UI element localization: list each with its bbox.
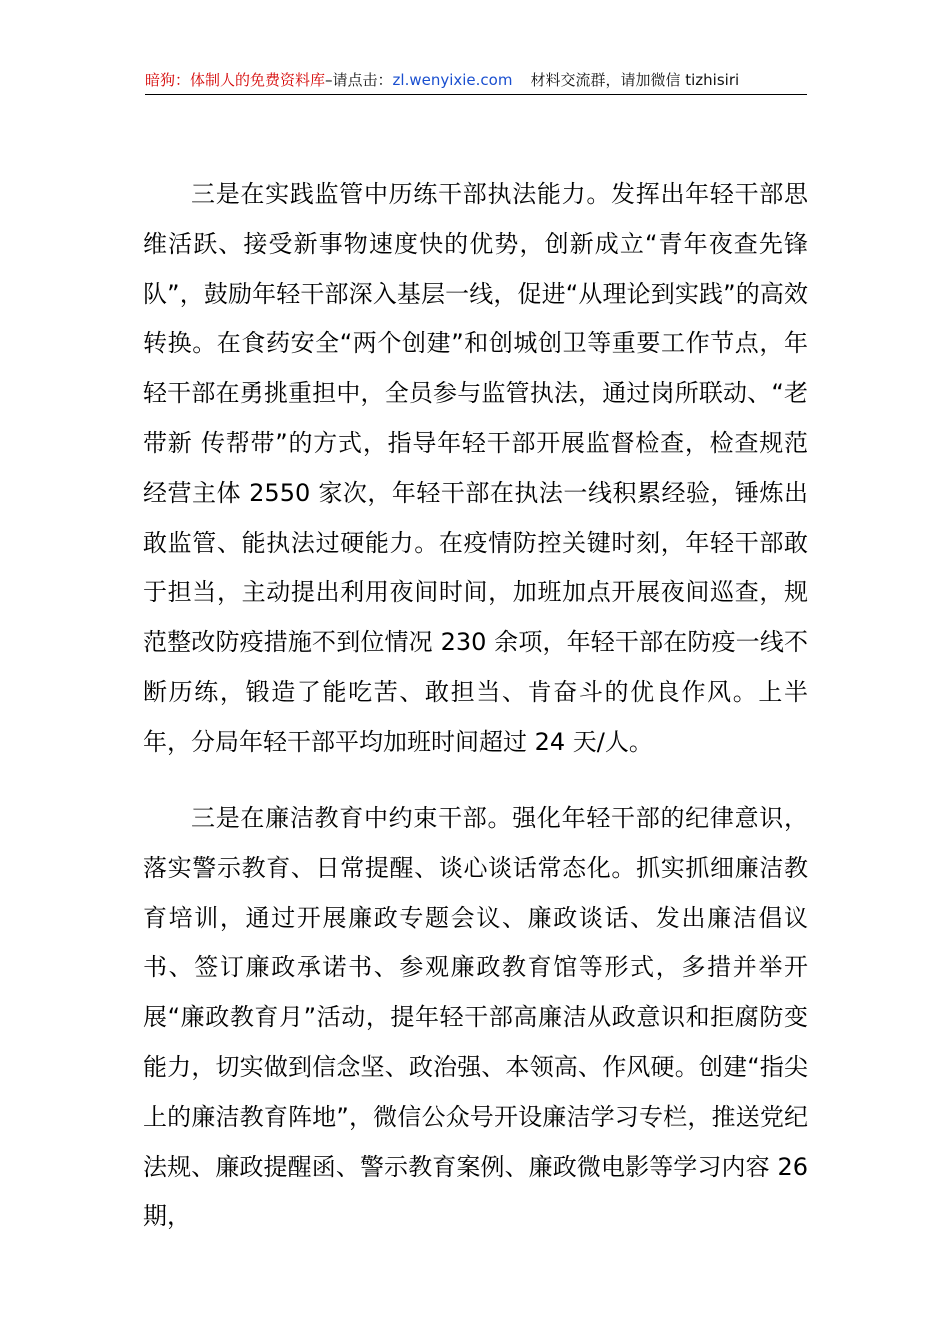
header-group-note: 材料交流群，请加微信 tizhisiri [530,71,740,89]
paragraph-integrity-education: 三是在廉洁教育中约束干部。强化年轻干部的纪律意识，落实警示教育、日常提醒、谈心谈话常态化。抓实抓细廉洁教育培训，通过开展廉政专题会议、廉政谈话、发出廉洁倡议书、签订廉政承诺书、参观廉政教育馆等形式，多措并举开展“廉政教育月”活动，提年轻干部高廉洁从政意识和拒腐防变能力，切实做到信念坚、政治强、本领高、作风硬。创建“指尖上的廉洁教育阵地”，微信公众号开设廉洁学习专栏，推送党纪法规、廉政提醒函、警示教育案例、廉政微电影等学习内容 26 期， [143,804,808,1231]
header-url-link[interactable]: zl.wenyixie.com [392,71,513,89]
header-click-prompt: –请点击： [325,71,393,89]
page-header [145,70,807,95]
paragraph-practice-supervision: 三是在实践监管中历练干部执法能力。发挥出年轻干部思维活跃、接受新事物速度快的优势，创新成立“青年夜查先锋队”，鼓励年轻干部深入基层一线，促进“从理论到实践”的高效转换。在食药安全“两个创建”和创城创卫等重要工作节点，年轻干部在勇挑重担中，全员参与监管执法，通过岗所联动、“老带新 传帮带”的方式，指导年轻干部开展监督检查，检查规范经营主体 2550 家次，年轻干部在执法一线积累经验，锤炼出敢监管、能执法过硬能力。在疫情防控关键时刻，年轻干部敢于担当，主动提出利用夜间时间，加班加点开展夜间巡查，规范整改防疫措施不到位情况 230 余项，年轻干部在防疫一线不断历练，锻造了能吃苦、敢担当、肯奋斗的优良作风。上半年，分局年轻干部平均加班时间超过 24 天/人。 [143,180,808,756]
header-site-name: 暗狗：体制人的免费资料库 [145,71,326,89]
